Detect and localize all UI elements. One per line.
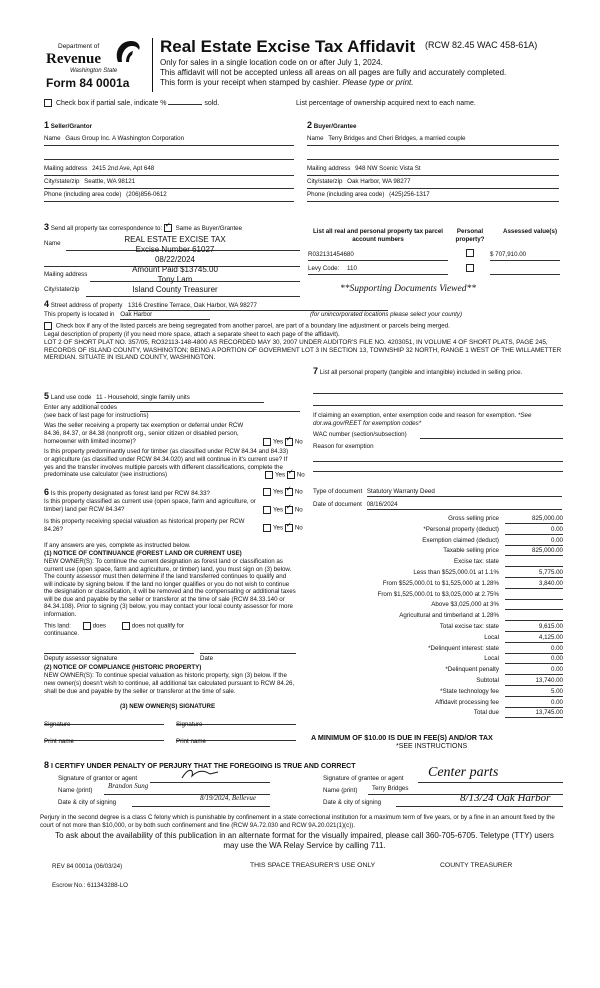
grantee-date-handwritten: 8/13/24 Oak Harbor bbox=[460, 792, 551, 804]
wac-number-label: WAC number (section/subsection) bbox=[313, 431, 407, 438]
state-line: Washington State bbox=[70, 68, 118, 74]
deputy-date-line[interactable] bbox=[200, 647, 296, 654]
header-divider bbox=[152, 38, 153, 92]
revenue-logo-icon bbox=[112, 38, 142, 66]
buyer-city-row bbox=[307, 178, 559, 189]
document-date-row bbox=[313, 501, 562, 510]
see-instructions-note: *SEE INSTRUCTIONS bbox=[396, 743, 468, 750]
current-use-no-label: No bbox=[294, 506, 303, 514]
calc-label: Affidavit processing fee bbox=[435, 698, 499, 706]
calc-row bbox=[313, 645, 563, 656]
calc-label: Total due bbox=[473, 709, 499, 717]
calc-value[interactable]: 9,615.00 bbox=[505, 623, 563, 632]
calc-label: From $525,000.01 to $1,525,000 at 1.28% bbox=[382, 579, 499, 587]
assessed-value-header: Assessed value(s) bbox=[503, 228, 557, 235]
buyer-phone-value[interactable]: (425)256-1317 bbox=[389, 191, 430, 199]
grantor-signature-scribble bbox=[180, 766, 220, 782]
grantee-name-label: Name (print) bbox=[323, 787, 358, 794]
sold-label: sold. bbox=[204, 99, 220, 107]
does-not-qualify-checkbox[interactable] bbox=[122, 622, 130, 630]
calc-row bbox=[313, 558, 563, 569]
current-use-yes-label: Yes bbox=[273, 506, 284, 514]
historic-yes-label: Yes bbox=[273, 524, 284, 532]
seller-city-row bbox=[44, 178, 294, 189]
compliance-notice-body: NEW OWNER(S): To continue special valuation as historic property, sign (3) below. If the new owner(s) doesn't wish to continue, all additional tax calculated pursuant to RCW 84.26, shall be due and payable by the seller or transferor at the time of sale. bbox=[44, 672, 295, 695]
grantee-date-label: Date & city of signing bbox=[323, 799, 382, 806]
street-address-row: 4 Street address of property 1316 Crestline Terrace, Oak Harbor, WA 98277 bbox=[44, 299, 388, 311]
calc-value[interactable]: 4,125.00 bbox=[505, 634, 563, 643]
calc-value[interactable]: 825,000.00 bbox=[505, 515, 563, 524]
wac-number-line[interactable] bbox=[420, 432, 563, 439]
perjury-notice: Perjury in the second degree is a class C felony which is punishable by confinement in a state correctional institution for a maximum term of five years, or by a fine in an amount fixed by the court of not more than $10,000, or by both such confinement and fine (RCW 9A.72.030 and RCW 9A.20.021(1)(c)). bbox=[40, 814, 555, 829]
partial-sale-checkbox[interactable] bbox=[44, 99, 52, 107]
correspondence-label: Send all property tax correspondence to: bbox=[50, 225, 163, 232]
calc-row bbox=[313, 699, 563, 710]
street-address-label: Street address of property bbox=[50, 302, 123, 309]
notice-line-3 bbox=[160, 78, 413, 88]
calc-row bbox=[313, 634, 563, 645]
parcel-number[interactable]: R032131454680 bbox=[308, 251, 354, 258]
certify-heading: I CERTIFY UNDER PENALTY OF PERJURY THAT THE FOREGOING IS TRUE AND CORRECT bbox=[50, 763, 356, 770]
seller-mailing-value[interactable]: 2415 2nd Ave, Apt 648 bbox=[92, 165, 155, 173]
land-use-label: Land use code bbox=[50, 394, 92, 401]
exemption-yes-no bbox=[263, 438, 303, 446]
stamp-line-5: Tony Lam bbox=[157, 275, 193, 284]
grantor-date-label: Date & city of signing bbox=[58, 799, 117, 806]
calc-value[interactable]: 0.00 bbox=[505, 666, 563, 675]
availability-notice: To ask about the availability of this publication in an alternate format for the visually impaired, please call 360-705-6705. Teletype (TTY) users may use the WA Relay Service by calling 711. bbox=[55, 831, 554, 851]
grantor-name-label: Name (print) bbox=[58, 787, 93, 794]
land-use-code[interactable]: 11 - Household, single family units bbox=[96, 394, 264, 403]
calc-value[interactable]: 0.00 bbox=[505, 655, 563, 664]
calc-value[interactable]: 0.00 bbox=[505, 645, 563, 654]
see-back-note: (see back of last page for instructions) bbox=[44, 412, 149, 419]
exemption-claim-label bbox=[313, 412, 563, 428]
located-in-row bbox=[44, 311, 210, 320]
seller-mailing-row bbox=[44, 165, 294, 176]
legal-description-label: Legal description of property (if you need more space, attach a separate sheet to each page of the affidavit). bbox=[44, 331, 340, 338]
same-as-buyer-checkbox[interactable] bbox=[164, 224, 172, 232]
stamp-line-1: REAL ESTATE EXCISE TAX bbox=[124, 235, 226, 244]
calc-label: Less than $525,000.01 at 1.1% bbox=[413, 568, 499, 576]
assessed-line-2 bbox=[490, 265, 560, 275]
exemption-question: Was the seller receiving a property tax exemption or deferral under RCW 84.36, 84.37, or 84.38 (nonprofit org., senior citizen or disabled person, homeowner with limited income)? bbox=[44, 422, 244, 445]
deputy-date-label: Date bbox=[200, 655, 214, 662]
does-not-label: does not qualify for bbox=[131, 622, 185, 630]
calc-row bbox=[313, 526, 563, 537]
historic-no-checkbox[interactable] bbox=[285, 524, 293, 532]
calc-value[interactable]: 825,000.00 bbox=[505, 547, 563, 556]
forest-no-label: No bbox=[294, 488, 303, 496]
land-use-row: 5 Land use code 11 - Household, single family units bbox=[44, 391, 299, 403]
grantor-date-handwritten: 8/19/2024, Bellevue bbox=[200, 794, 256, 802]
grantee-signature-handwritten: Center parts bbox=[428, 765, 499, 780]
calc-row bbox=[313, 547, 563, 558]
document-type-row bbox=[313, 488, 562, 497]
form-title: Real Estate Excise Tax Affidavit bbox=[160, 37, 416, 56]
personal-property-header: Personal property? bbox=[455, 228, 485, 243]
timber-no-label: No bbox=[296, 471, 305, 479]
additional-codes-line[interactable] bbox=[140, 405, 300, 412]
seller-heading: Seller/Grantor bbox=[50, 123, 93, 130]
levy-code[interactable]: 110 bbox=[347, 265, 357, 272]
buyer-phone-label: Phone (including area code) bbox=[307, 191, 385, 199]
document-type-label: Type of document bbox=[313, 488, 363, 495]
forest-yes-label: Yes bbox=[273, 488, 284, 496]
exemption-no-label: No bbox=[294, 438, 303, 446]
calc-row bbox=[313, 709, 563, 720]
dept-line: Department of bbox=[58, 43, 100, 50]
calc-row bbox=[313, 601, 563, 612]
forest-yes-checkbox[interactable] bbox=[263, 488, 271, 496]
forest-no-checkbox[interactable] bbox=[285, 488, 293, 496]
calc-value[interactable]: 5.00 bbox=[505, 688, 563, 697]
calc-value[interactable]: 13,740.00 bbox=[505, 677, 563, 686]
supporting-docs-stamp: **Supporting Documents Viewed** bbox=[340, 284, 476, 294]
calc-value[interactable]: 5,775.00 bbox=[505, 569, 563, 578]
document-date-value[interactable]: 08/16/2024 bbox=[367, 501, 562, 510]
calc-label: Total excise tax: state bbox=[439, 622, 499, 630]
deputy-signature-label: Deputy assessor signature bbox=[44, 655, 118, 662]
stamp-line-2: Excise Number 61027 bbox=[135, 245, 215, 254]
segregated-row bbox=[44, 322, 564, 330]
forest-land-question: Is this property designated as forest land per RCW 84.33? bbox=[50, 490, 210, 497]
assessed-value-line bbox=[490, 251, 560, 261]
continuance-notice-heading: (1) NOTICE OF CONTINUANCE (FOREST LAND OR CURRENT USE) bbox=[44, 550, 242, 557]
timber-yes-label: Yes bbox=[275, 471, 286, 479]
seller-phone-value[interactable]: (206)856-0612 bbox=[126, 191, 167, 199]
personal-property-checkbox[interactable] bbox=[466, 249, 474, 257]
historic-yes-no bbox=[263, 524, 303, 532]
calc-row bbox=[313, 623, 563, 634]
parcel-personal-row bbox=[466, 249, 476, 257]
buyer-mailing-label: Mailing address bbox=[307, 165, 351, 173]
personal-property-line-2[interactable] bbox=[313, 399, 563, 406]
same-as-buyer-label: Same as Buyer/Grantee bbox=[175, 225, 243, 232]
calc-row bbox=[313, 688, 563, 699]
seller-city-label: City/state/zip bbox=[44, 178, 80, 186]
owner-signature-label-2: Signature bbox=[176, 721, 203, 728]
reason-line-2[interactable] bbox=[313, 465, 563, 472]
new-owner-signature-heading: (3) NEW OWNER(S) SIGNATURE bbox=[120, 703, 216, 710]
buyer-mailing-value[interactable]: 948 NW Scenic Vista St bbox=[355, 165, 421, 173]
form-number: Form 84 0001a bbox=[46, 76, 130, 90]
calc-value[interactable] bbox=[505, 591, 563, 600]
calc-row bbox=[313, 580, 563, 591]
grantor-signature-label: Signature of grantor or agent bbox=[58, 775, 138, 782]
seller-city-value[interactable]: Seattle, WA 98121 bbox=[84, 178, 136, 186]
seller-phone-row bbox=[44, 191, 294, 202]
personal-property-list-label: List all personal property (tangible and intangible) included in selling price. bbox=[319, 369, 523, 376]
calc-label: Local bbox=[484, 633, 499, 641]
grantee-name-value: Terry Bridges bbox=[372, 785, 409, 792]
calc-label: Agricultural and timberland at 1.28% bbox=[399, 612, 499, 620]
exemption-codes-note: *See dor.wa.gov/REET for exemption codes* bbox=[313, 412, 532, 427]
if-any-yes-note: If any answers are yes, complete as instructed below. bbox=[44, 542, 191, 549]
ownership-percent-note: List percentage of ownership acquired next to each name. bbox=[296, 100, 476, 107]
type-or-print: Please type or print. bbox=[342, 78, 414, 87]
current-use-question: Is this property classified as current use (open space, farm and agriculture, or timber) land per RCW 84.34? bbox=[44, 498, 256, 513]
additional-codes-label: Enter any additional codes bbox=[44, 404, 117, 411]
escrow-number: Escrow No.: 611343288-LO bbox=[52, 882, 128, 889]
seller-section: 1 Seller/Grantor Name Gaus Group Inc. A Washington Corporation Mailing address 2415 2nd Ave, Apt 648 City/state/zip Seattle, WA 98121 Phone (including area code) (206)856-0612 bbox=[44, 120, 294, 202]
street-address-value[interactable]: 1316 Crestline Terrace, Oak Harbor, WA 98277 bbox=[128, 302, 388, 311]
calc-value[interactable] bbox=[505, 612, 563, 621]
notice-line-2: This affidavit will not be accepted unless all areas on all pages are fully and accurately completed. bbox=[160, 68, 507, 77]
owner-print-label-1: Print name bbox=[44, 738, 74, 745]
calc-row bbox=[313, 591, 563, 602]
treasurer-stamp bbox=[100, 235, 250, 295]
calc-row bbox=[313, 666, 563, 677]
calc-row bbox=[313, 515, 563, 526]
document-date-label: Date of document bbox=[313, 501, 362, 508]
buyer-city-value[interactable]: Oak Harbor, WA 98277 bbox=[347, 178, 411, 186]
calc-row bbox=[313, 677, 563, 688]
calc-label: Gross selling price bbox=[448, 515, 499, 522]
notice-line-1: Only for sales in a single location code on or after July 1, 2024. bbox=[160, 58, 383, 67]
segregated-checkbox[interactable] bbox=[44, 322, 52, 330]
treasurer-use-only: THIS SPACE TREASURER'S USE ONLY bbox=[250, 862, 376, 869]
certify-row: 8 I CERTIFY UNDER PENALTY OF PERJURY THAT THE FOREGOING IS TRUE AND CORRECT bbox=[44, 760, 356, 770]
calc-value[interactable]: 0.00 bbox=[505, 699, 563, 708]
seller-name-value[interactable]: Gaus Group Inc. A Washington Corporation bbox=[65, 135, 185, 143]
calc-label: Exemption claimed (deduct) bbox=[422, 536, 499, 544]
seller-phone-label: Phone (including area code) bbox=[44, 191, 122, 199]
seller-mailing-label: Mailing address bbox=[44, 165, 88, 173]
exemption-claim-text: If claiming an exemption, enter exemption code and reason for exemption. bbox=[313, 412, 517, 419]
compliance-notice-heading: (2) NOTICE OF COMPLIANCE (HISTORIC PROPERTY) bbox=[44, 664, 202, 671]
exemption-no-checkbox[interactable] bbox=[285, 438, 293, 446]
seller-name-label: Name bbox=[44, 135, 61, 143]
forest-yes-no bbox=[263, 488, 303, 496]
continuance-word: continuance. bbox=[44, 630, 80, 637]
continuance-notice-body: NEW OWNER(S): To continue the current designation as forest land or classification as current use (open space, farm and agriculture, or timber) land, you must sign on (3) below. The county assessor must then determine if the land transferred continues to qualify and will indicate by signing below. If the land no longer qualifies or you do not wish to continue the designation or classification, it will be removed and the compensating or additional taxes will be due and payable by the seller or transferor at the time of sale (RCW 84.33.140 or 84.34.108). Prior to signing (3) below, you may contact your local county assessor for more information. bbox=[44, 558, 296, 618]
calc-label: Subtotal bbox=[476, 676, 499, 684]
buyer-phone-row bbox=[307, 191, 559, 202]
buyer-city-label: City/state/zip bbox=[307, 178, 343, 186]
grantee-signature-label: Signature of grantee or agent bbox=[323, 775, 404, 782]
partial-sale-row bbox=[44, 99, 219, 109]
parcel-number-line bbox=[308, 251, 448, 261]
calc-label: Taxable selling price bbox=[443, 547, 499, 555]
tax-correspondence-heading: 3 Send all property tax correspondence to: ✓ Same as Buyer/Grantee bbox=[44, 222, 242, 233]
current-use-yes-no bbox=[263, 506, 303, 514]
calc-label: *Delinquent penalty bbox=[445, 666, 499, 674]
stamp-line-6: Island County Treasurer bbox=[132, 285, 218, 294]
timber-question: Is this property predominantly used for timber (as classified under RCW 84.34 and 84.33) or agriculture (as classified under RCW 84.34.020) and will continue in it's current use? If yes and the transfer involves multiple parcels with different classifications, complete the predominate use calculator (see instructions) bbox=[44, 448, 289, 479]
calc-row bbox=[313, 655, 563, 666]
levy-personal-row bbox=[466, 264, 476, 272]
historic-yes-checkbox[interactable] bbox=[263, 524, 271, 532]
does-label: does bbox=[92, 622, 106, 630]
unincorporated-note: (for unincorporated locations please select your county) bbox=[310, 311, 463, 318]
deputy-signature-line[interactable] bbox=[44, 647, 194, 654]
revision-code: REV 84 0001a (06/03/24) bbox=[52, 863, 123, 870]
owner-print-label-2: Print name bbox=[176, 738, 206, 745]
this-land-label: This land: bbox=[44, 622, 71, 630]
document-type-value[interactable]: Statutory Warranty Deed bbox=[367, 488, 562, 497]
minimum-fee-note: A MINIMUM OF $10.00 IS DUE IN FEE(S) AND/OR TAX bbox=[311, 733, 493, 742]
receipt-note: This form is your receipt when stamped by cashier. bbox=[160, 78, 341, 87]
calc-row bbox=[313, 537, 563, 548]
revenue-word: Revenue bbox=[46, 51, 101, 67]
located-in-value[interactable]: Oak Harbor bbox=[120, 311, 210, 320]
calc-label: *State technology fee bbox=[440, 687, 499, 695]
seller-blank-line bbox=[44, 151, 294, 160]
buyer-name-value[interactable]: Terry Bridges and Cheri Bridges, a married couple bbox=[328, 135, 466, 143]
reason-label: Reason for exemption bbox=[313, 443, 374, 450]
stamp-line-3: 08/22/2024 bbox=[154, 255, 196, 264]
owner-signature-label-1: Signature bbox=[44, 721, 71, 728]
timber-yes-no bbox=[265, 471, 305, 479]
legal-description[interactable]: LOT 2 OF SHORT PLAT NO. 357/05, RO32113-148-4800 AS RECORDED MAY 30, 2007 UNDER AUDITOR'S FILE NO. 4203051, IN VOLUME 4 OF SHORT PLATS, PAGE 245, RECORDS OF ISLAND COUNTY, WASHINGTON; BEING A PORTION OF GOVERMENT LOT 3 IN SECTION 13, TOWNSHIP 32 NORTH, RANGE 1 WEST OF THE WILLAMETTER MERIDIAN. SITUATE IN ISLAND COUNTY, WASHINGTON. bbox=[44, 339, 562, 362]
seller-name-row bbox=[44, 135, 294, 146]
calc-value[interactable] bbox=[505, 601, 563, 610]
current-use-no-checkbox[interactable] bbox=[285, 506, 293, 514]
calc-label: From $1,525,000.01 to $3,025,000 at 2.75% bbox=[377, 590, 499, 598]
reason-line-1[interactable] bbox=[313, 455, 563, 462]
calc-value[interactable]: 3,840.00 bbox=[505, 580, 563, 589]
calc-label: Above $3,025,000 at 3% bbox=[431, 601, 499, 609]
personal-property-list-row: 7 List all personal property (tangible and intangible) included in selling price. bbox=[313, 366, 523, 376]
buyer-section: 2 Buyer/Grantee Name Terry Bridges and Cheri Bridges, a married couple Mailing address 948 NW Scenic Vista St City/state/zip Oak Harbor, WA 98277 Phone (including area code) (425)256-1317 bbox=[307, 120, 559, 202]
calc-value[interactable] bbox=[505, 558, 563, 567]
timber-yes-checkbox[interactable] bbox=[265, 471, 273, 479]
levy-line bbox=[308, 265, 448, 275]
buyer-name-row bbox=[307, 135, 559, 146]
personal-property-line-1[interactable] bbox=[313, 387, 563, 394]
partial-percent-field[interactable] bbox=[168, 104, 202, 105]
located-in-label: This property is located in bbox=[44, 311, 115, 318]
buyer-name-label: Name bbox=[307, 135, 324, 143]
levy-label: Levy Code: bbox=[308, 265, 340, 272]
forest-land-row: 6 Is this property designated as forest land per RCW 84.33? bbox=[44, 487, 210, 497]
exemption-yes-label: Yes bbox=[273, 438, 284, 446]
does-qualify-checkbox[interactable] bbox=[83, 622, 91, 630]
timber-no-checkbox[interactable] bbox=[287, 471, 295, 479]
corr-city-label: City/state/zip bbox=[44, 286, 80, 293]
county-treasurer-label: COUNTY TREASURER bbox=[440, 862, 513, 869]
calc-value[interactable]: 0.00 bbox=[505, 526, 563, 535]
assessed-value[interactable]: $ 707,910.00 bbox=[490, 251, 527, 258]
calc-label: Excise tax: state bbox=[453, 558, 499, 566]
calc-label: Local bbox=[484, 655, 499, 663]
current-use-yes-checkbox[interactable] bbox=[263, 506, 271, 514]
calc-value[interactable]: 13,745.00 bbox=[505, 709, 563, 718]
calc-value[interactable]: 0.00 bbox=[505, 537, 563, 546]
segregated-label: Check box if any of the listed parcels are being segregated from another parcel, are part of a boundary line adjustment or parcels being merged. bbox=[55, 322, 450, 330]
buyer-blank-line bbox=[307, 151, 559, 160]
partial-sale-label: Check box if partial sale, indicate % bbox=[55, 99, 167, 107]
historic-question: Is this property receiving special valuation as historical property per RCW 84.26? bbox=[44, 518, 245, 533]
personal-property-checkbox-2[interactable] bbox=[466, 264, 474, 272]
grantor-name-handwritten: Brandon Sung bbox=[108, 782, 149, 790]
calc-label: *Delinquent interest: state bbox=[428, 644, 499, 652]
buyer-heading: Buyer/Grantee bbox=[313, 123, 357, 130]
historic-no-label: No bbox=[294, 524, 303, 532]
calc-row bbox=[313, 569, 563, 580]
stamp-line-4: Amount Paid $13745.00 bbox=[132, 265, 218, 274]
calc-row bbox=[313, 612, 563, 623]
corr-name-label: Name bbox=[44, 240, 61, 247]
buyer-mailing-row bbox=[307, 165, 559, 176]
corr-mailing-label: Mailing address bbox=[44, 271, 88, 278]
rcw-reference: (RCW 82.45 WAC 458-61A) bbox=[425, 40, 538, 50]
tax-calculation-table bbox=[313, 515, 563, 720]
calc-label: *Personal property (deduct) bbox=[423, 525, 499, 533]
parcel-header: List all real and personal property tax parcel account numbers bbox=[313, 228, 443, 243]
exemption-yes-checkbox[interactable] bbox=[263, 438, 271, 446]
